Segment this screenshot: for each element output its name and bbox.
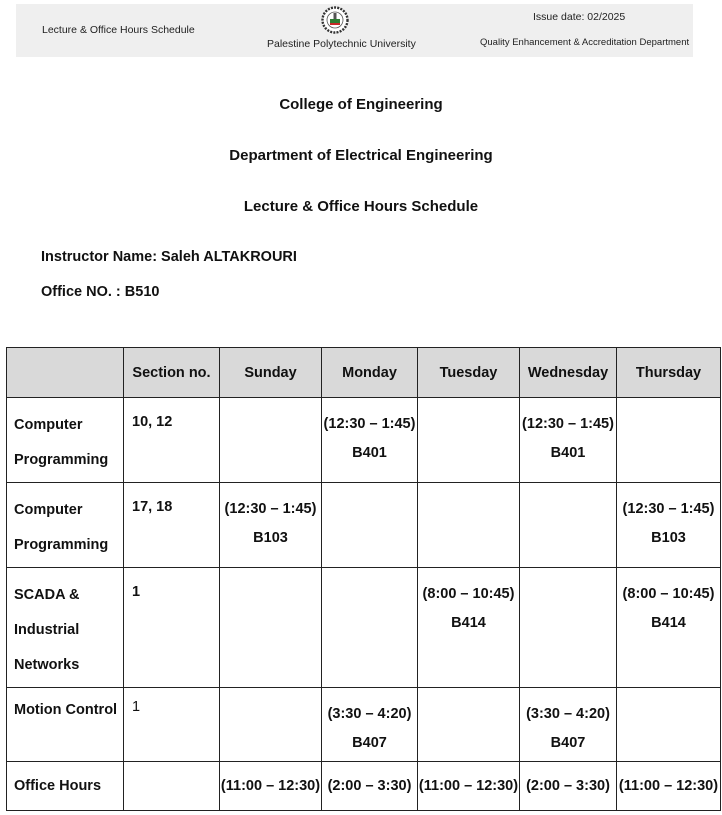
slot-monday: (12:30 – 1:45) B401 [322,398,418,483]
slot-sunday [220,688,322,762]
schedule-table [6,347,721,811]
header-cell-sunday: Sunday [220,348,322,398]
slot-monday [322,483,418,568]
course-name: Computer Programming [7,483,124,568]
slot-wednesday: (3:30 – 4:20) B407 [520,688,617,762]
department-title: Department of Electrical Engineering [229,147,493,164]
office-hours-thursday: (11:00 – 12:30) [617,762,721,811]
header-cell-course [7,348,124,398]
slot-thursday: (8:00 – 10:45) B414 [617,568,721,688]
office-number: Office NO. : B510 [41,284,160,300]
slot-tuesday [418,483,520,568]
office-hours-sunday: (11:00 – 12:30) [220,762,322,811]
slot-thursday [617,398,721,483]
header-cell-wednesday: Wednesday [520,348,617,398]
course-name: Computer Programming [7,398,124,483]
office-hours-monday: (2:00 – 3:30) [322,762,418,811]
slot-wednesday [520,483,617,568]
header-issue-date: Issue date: 02/2025 [533,11,626,23]
course-name: Motion Control [7,688,124,762]
slot-sunday [220,398,322,483]
header-left-text: Lecture & Office Hours Schedule [42,24,195,36]
course-name: SCADA & Industrial Networks [7,568,124,688]
slot-monday [322,568,418,688]
section-number: 10, 12 [124,398,220,483]
slot-tuesday [418,398,520,483]
university-seal-icon [321,6,349,34]
slot-sunday: (12:30 – 1:45) B103 [220,483,322,568]
office-hours-wednesday: (2:00 – 3:30) [520,762,617,811]
slot-tuesday: (8:00 – 10:45) B414 [418,568,520,688]
table-row [7,398,721,483]
college-title: College of Engineering [279,96,443,113]
header-cell-section: Section no. [124,348,220,398]
section-number: 1 [124,688,220,762]
slot-wednesday [520,568,617,688]
table-header-row [7,348,721,398]
slot-wednesday: (12:30 – 1:45) B401 [520,398,617,483]
slot-sunday [220,568,322,688]
slot-thursday: (12:30 – 1:45) B103 [617,483,721,568]
slot-tuesday [418,688,520,762]
slot-monday: (3:30 – 4:20) B407 [322,688,418,762]
header-cell-tuesday: Tuesday [418,348,520,398]
section-number: 1 [124,568,220,688]
header-department: Quality Enhancement & Accreditation Department [480,37,690,48]
slot-thursday [617,688,721,762]
table-row [7,568,721,688]
table-row [7,688,721,762]
office-hours-tuesday: (11:00 – 12:30) [418,762,520,811]
section-number [124,762,220,811]
section-number: 17, 18 [124,483,220,568]
header-cell-monday: Monday [322,348,418,398]
office-hours-label: Office Hours [7,762,124,811]
table-row [7,483,721,568]
header-cell-thursday: Thursday [617,348,721,398]
header-university: Palestine Polytechnic University [267,38,416,50]
schedule-title: Lecture & Office Hours Schedule [243,198,479,215]
instructor-name: Instructor Name: Saleh ALTAKROURI [41,249,297,265]
office-hours-row [7,762,721,811]
